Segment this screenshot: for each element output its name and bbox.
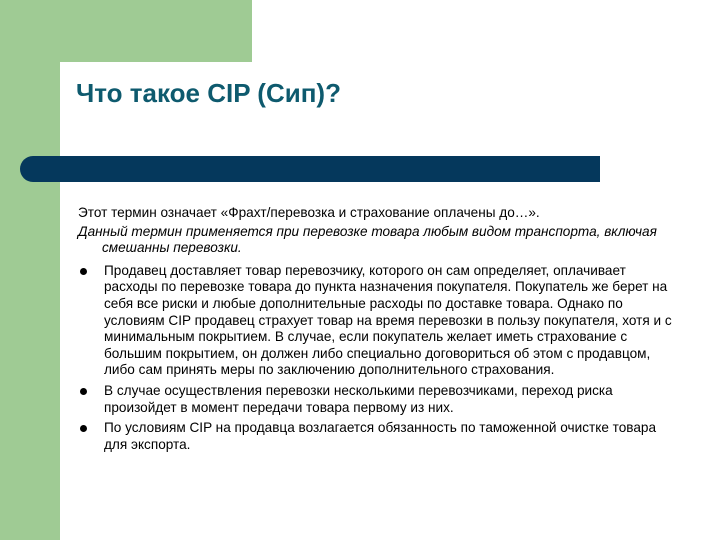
slide-body	[78, 205, 678, 457]
bullet-icon	[80, 388, 87, 395]
list-item-text: В случае осуществления перевозки несколькими перевозчиками, переход риска произойдет в момент передачи товара первому из них.	[104, 382, 613, 415]
list-item-text: Продавец доставляет товар перевозчику, которого он сам определяет, оплачивает расходы по перевозке товара до пункта назначения покупателя. Покупатель же берет на себя все риски и любые дополнительные расходы по доставке товара. Однако по условиям CIP продавец страхует товар на время перевозки в пользу покупателя, хотя и с минимальным покрытием. В случае, если покупатель желает иметь страхование с большим покрытием, он должен либо специально договориться об этом с продавцом, либо сам принять меры по заключению дополнительного страхования.	[104, 262, 672, 378]
bullet-icon	[80, 425, 87, 432]
list-item	[78, 420, 678, 453]
list-item	[78, 263, 678, 379]
left-decor-strip	[0, 0, 60, 540]
top-decor-block	[60, 0, 252, 62]
bullet-icon	[80, 268, 87, 275]
title-underline-bar	[20, 156, 600, 182]
list-item	[78, 383, 678, 416]
list-item-text: По условиям CIP на продавца возлагается обязанность по таможенной очистке товара для экспорта.	[104, 420, 657, 452]
italic-note: Данный термин применяется при перевозке товара любым видом транспорта, включая смешанны перевозки.	[78, 223, 657, 256]
intro-text: Этот термин означает «Фрахт/перевозка и страхование оплачены до…».	[78, 205, 540, 220]
slide-title: Что такое CIP (Сип)?	[76, 78, 341, 108]
bullet-list	[78, 263, 678, 454]
